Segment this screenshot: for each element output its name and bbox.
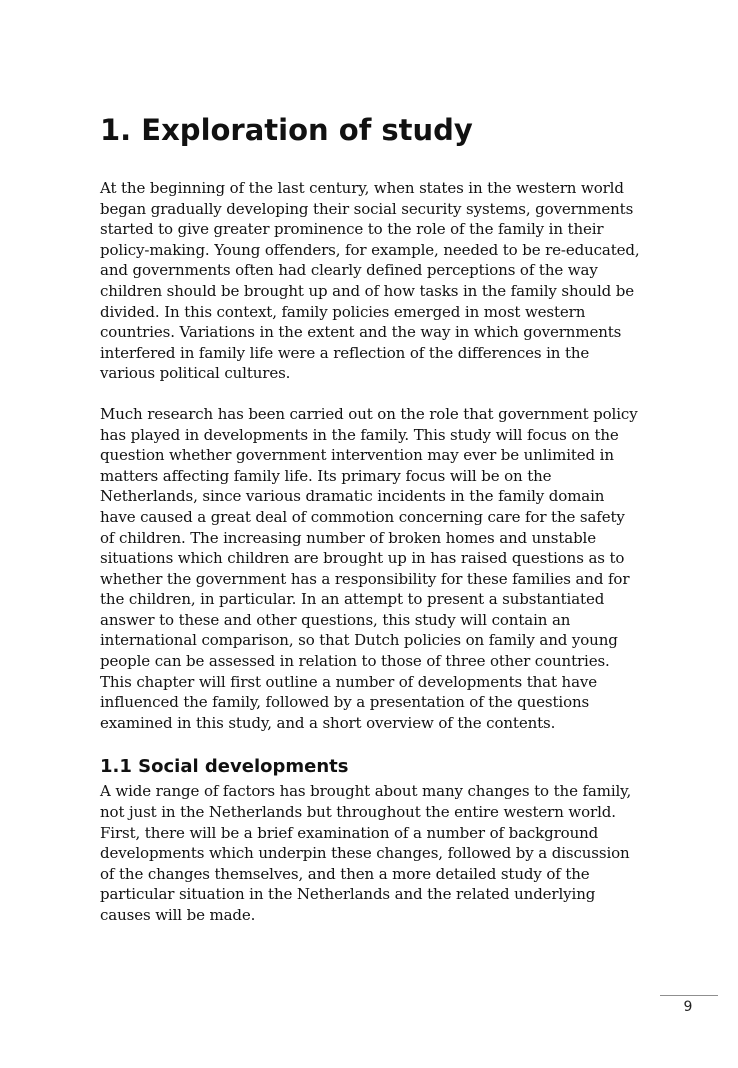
section-heading: 1.1 Social developments (100, 756, 349, 778)
intro-paragraph-2: Much research has been carried out on the role that government policy has played in developments in the family. This study will focus on the question whether government intervention may ever be unlimited in matters affecting family life. Its primary focus will be on the Netherlands, since various dramatic incidents in the family domain have caused a great deal of commotion concerning care for the safety of children. The increasing number of broken homes and unstable situations which children are brought up in has raised questions as to whether the government has a responsibility for these families and for the children, in particular. In an attempt to present a substantiated answer to these and other questions, this study will contain an international comparison, so that Dutch policies on family and young people can be assessed in relation to those of three other countries. This chapter will first outline a number of developments that have influenced the family, followed by a presentation of the questions examined in this study, and a short overview of the contents. (100, 404, 638, 732)
intro-paragraph-1: At the beginning of the last century, when states in the western world began gradually developing their social security systems, governments started to give greater prominence to the role of the family in their policy-making. Young offenders, for example, needed to be re-educated, and governments often had clearly defined perceptions of the way children should be brought up and of how tasks in the family should be divided. In this context, family policies emerged in most western countries. Variations in the extent and the way in which governments interfered in family life were a reflection of the differences in the various political cultures. (100, 179, 640, 383)
chapter-title: 1. Exploration of study (100, 113, 473, 147)
page-number: 9 (683, 999, 693, 1015)
section-paragraph: A wide range of factors has brought about many changes to the family, not just in the Netherlands but throughout the entire western world. First, there will be a brief examination of a number of background developments which underpin these changes, followed by a discussion of the changes themselves, and then a more detailed study of the particular situation in the Netherlands and the related underlying causes will be made. (100, 782, 632, 924)
document-page (100, 108, 640, 926)
footer-divider (660, 995, 718, 996)
